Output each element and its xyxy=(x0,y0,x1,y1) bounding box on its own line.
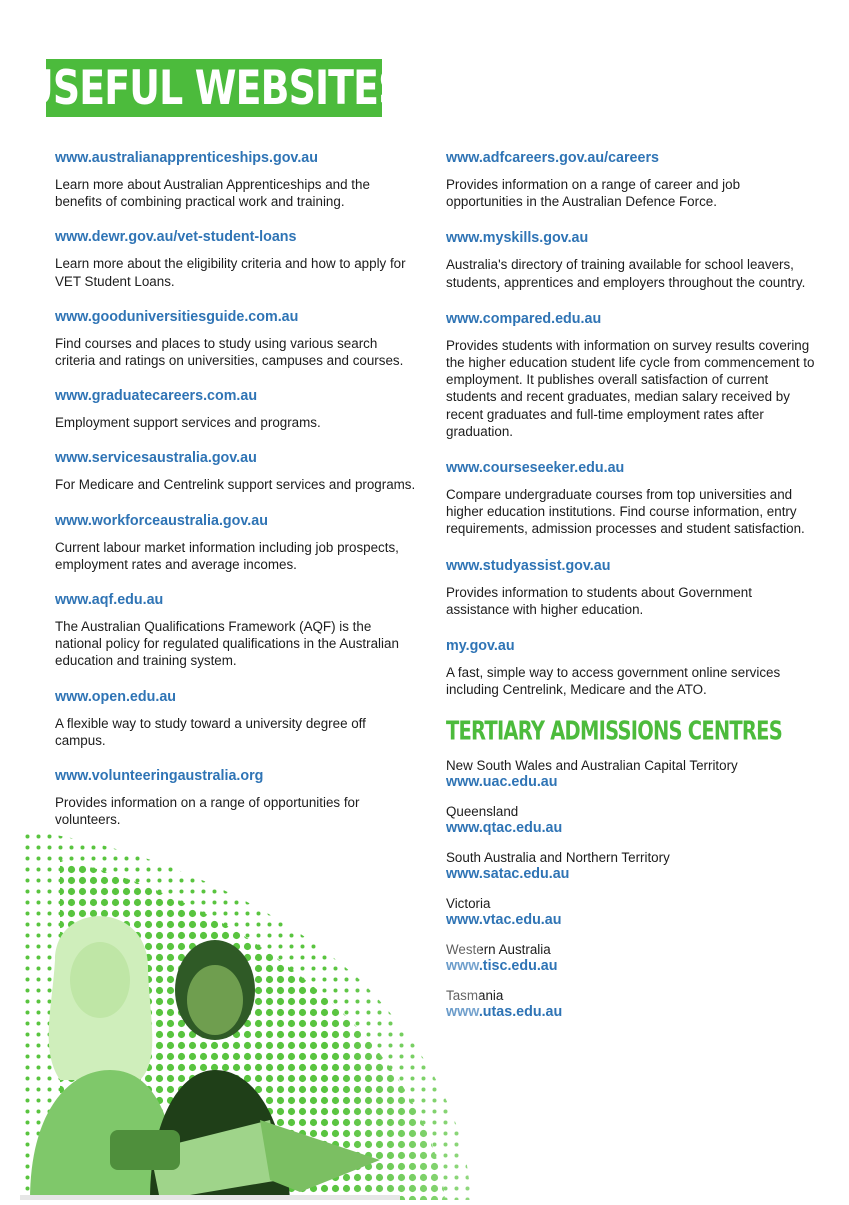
website-description: Provides information on a range of career and job opportunities in the Australian Defence Force. xyxy=(446,177,741,210)
centre-region: New South Wales and Australian Capital Territory xyxy=(446,758,738,773)
website-entry xyxy=(55,450,420,493)
centre-item xyxy=(446,849,816,883)
website-link[interactable]: www.adfcareers.gov.au/careers xyxy=(446,150,659,166)
centre-region: Western Australia xyxy=(446,942,551,957)
website-description: Provides information to students about Government assistance with higher education. xyxy=(446,584,752,617)
website-link[interactable]: www.dewr.gov.au/vet-student-loans xyxy=(55,229,297,246)
website-description: A flexible way to study toward a university degree off campus. xyxy=(55,715,366,748)
centre-item xyxy=(446,941,816,975)
centre-region: South Australia and Northern Territory xyxy=(446,850,670,865)
website-entry xyxy=(55,592,420,670)
website-entry xyxy=(446,230,816,290)
website-description: Compare undergraduate courses from top universities and higher education institutions. Find course information, entry requirements, admission processes and student satisfaction. xyxy=(446,487,805,537)
centre-region: Victoria xyxy=(446,896,491,911)
website-description: For Medicare and Centrelink support services and programs. xyxy=(55,477,416,493)
website-link[interactable]: www.gooduniversitiesguide.com.au xyxy=(55,308,299,325)
centre-item xyxy=(446,757,816,791)
website-entry xyxy=(446,558,816,618)
website-link[interactable]: www.aqf.edu.au xyxy=(55,592,164,609)
website-link[interactable]: www.servicesaustralia.gov.au xyxy=(55,450,257,467)
page-title-banner xyxy=(23,59,405,117)
website-entry xyxy=(446,460,816,538)
website-description: Current labour market information including job prospects, employment rates and average incomes. xyxy=(55,539,399,572)
website-entry xyxy=(55,309,420,369)
website-entry xyxy=(55,689,420,749)
centre-item xyxy=(446,987,816,1021)
centre-item xyxy=(446,803,816,837)
left-column xyxy=(55,150,420,847)
tertiary-section-title: TERTIARY ADMISSIONS CENTRES xyxy=(446,715,782,746)
website-link[interactable]: www.compared.edu.au xyxy=(446,310,602,327)
centre-link[interactable]: www.satac.edu.au xyxy=(446,866,570,882)
website-link[interactable]: www.workforceaustralia.gov.au xyxy=(55,512,268,529)
website-entry xyxy=(446,311,816,440)
centre-link[interactable]: www.utas.edu.au xyxy=(446,1004,563,1020)
website-description: Australia's directory of training available for school leavers, students, apprentices and employers throughout the country. xyxy=(446,257,806,290)
tertiary-centres-list xyxy=(446,757,816,1033)
website-link[interactable]: www.australianapprenticeships.gov.au xyxy=(55,150,318,166)
website-description: Provides students with information on survey results covering the higher education student life cycle from commencement to employment. It publishes overall satisfaction of current students and recent graduates, median salary received by recent graduates and full-time employment rates after graduation. xyxy=(446,337,815,439)
website-entry xyxy=(446,638,816,698)
centre-link[interactable]: www.vtac.edu.au xyxy=(446,912,562,928)
website-link[interactable]: www.open.edu.au xyxy=(55,688,176,705)
centre-region: Queensland xyxy=(446,804,519,819)
centre-link[interactable]: www.tisc.edu.au xyxy=(446,958,558,974)
website-entry xyxy=(55,150,420,210)
students-photo-icon xyxy=(0,820,480,1200)
website-link[interactable]: my.gov.au xyxy=(446,638,515,655)
website-entry xyxy=(55,388,420,431)
website-link[interactable]: www.courseseeker.edu.au xyxy=(446,460,625,477)
website-entry xyxy=(55,229,420,289)
website-entry xyxy=(55,513,420,573)
website-entry xyxy=(446,150,816,210)
website-description: Learn more about the eligibility criteria and how to apply for VET Student Loans. xyxy=(55,256,406,289)
centre-link[interactable]: www.uac.edu.au xyxy=(446,774,558,790)
page-title: USEFUL WEBSITES xyxy=(23,60,405,116)
website-link[interactable]: www.volunteeringaustralia.org xyxy=(55,768,264,785)
website-description: A fast, simple way to access government online services including Centrelink, Medicare and the ATO. xyxy=(446,665,781,698)
right-column xyxy=(446,150,816,718)
centre-region: Tasmania xyxy=(446,988,504,1003)
centre-link[interactable]: www.qtac.edu.au xyxy=(446,820,563,836)
website-link[interactable]: www.graduatecareers.com.au xyxy=(55,388,258,405)
website-description: Provides information on a range of opportunities for volunteers. xyxy=(55,795,360,828)
website-description: Employment support services and programs. xyxy=(55,415,321,431)
centre-item xyxy=(446,895,816,929)
website-description: Find courses and places to study using various search criteria and ratings on universities, campuses and courses. xyxy=(55,335,404,369)
website-description: Learn more about Australian Apprenticeships and the benefits of combining practical work and training. xyxy=(55,177,370,210)
website-description: The Australian Qualifications Framework (AQF) is the national policy for regulated qualifications in the Australian education and training system. xyxy=(55,619,399,669)
website-link[interactable]: www.studyassist.gov.au xyxy=(446,557,611,574)
bottom-divider xyxy=(20,1195,400,1200)
website-link[interactable]: www.myskills.gov.au xyxy=(446,230,589,247)
